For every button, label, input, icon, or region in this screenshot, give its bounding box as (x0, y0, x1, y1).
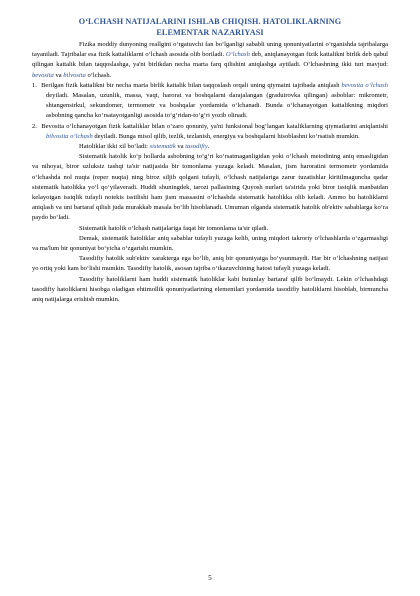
text-run: o‘lchash. (85, 71, 112, 79)
term-olchash: O‘lchash (225, 51, 250, 59)
text-run: Berilgan fizik kattalikni bir necha marta birlik kattalik bilan taqqoslash orqali uning qiymatni tajribada aniqlash (41, 81, 342, 89)
paragraph-random: Tasodifiy hatolik sub'ektiv xarakterga ega bo‘lib, aniq bir qonuniyatga bo‘ysunmaydi. Har bir o‘lchashning natijasi yo ortiq yoki kam bo‘lishi mumkin. Tasodifiy hatolik, asosan tajriba o‘tkazuvchining hatosi tufayli yuzaga keladi. (32, 255, 388, 273)
paragraph-systematic-summary: Demak, sistematik hatoliklar aniq sabablar tufayli yuzaga kelib, uning miqdori takroriy o‘lchashlarda o‘zgarmasligi va ma'lum bir qonuniyat bo‘yicha o‘zgarishi mumkin. (32, 234, 388, 253)
text-run: va (53, 71, 64, 79)
term-sistematik: sistematik (149, 143, 176, 151)
document-body (32, 40, 388, 305)
list-number: 2. (32, 122, 37, 130)
page-title (32, 16, 388, 38)
text-run: . (207, 143, 210, 151)
term-bilvosita: bilvosita (63, 71, 86, 79)
text-run: va (175, 143, 186, 151)
text-run: Hatoliklar ikki xil bo‘ladi: (79, 143, 150, 151)
paragraph-random-handling: Tasodifiy hatoliklarni ham huddi sistematik hatoliklar kabi butunlay bartaraf qilib bo‘lmaydi. Lekin o‘lchashdagi tasodifiy hatoliklarni hisobga oladigan ehtimollik qonuniyatlarining elementlari yordamida tasodifiy hatoliklarni hisoblab, birmuncha aniq natijalarga erishish mumkin. (32, 275, 388, 304)
text-run: deb, aniqlanayotgan fizik kattalikni birlik deb qabul qilingan kattalik bilan taqqoslashga, ya'ni birlikdan necha marta farq qilishini aniqlashga aytiladi. O‘lchashning ikki turi mavjud: (32, 51, 388, 69)
text-run: Bevosita o‘lchanayotgan fizik kattaliklar bilan o‘zaro qonuniy, ya'ni funksional bog‘langan kataliklarning qiymatlarini aniqlanishi (41, 122, 388, 130)
paragraph-systematic-effect: Sistematik hatolik o‘lchash natijalariga faqat bir tomonlama ta'sir qiladi. (79, 224, 269, 232)
page-number: 5 (208, 575, 212, 582)
term-bevosita: bevosita (32, 71, 54, 79)
text-run: deyiladi. Bunga misol qilib, tezlik, tezlanish, energiya va boshqalarni hisoblashni ko‘rsatish mumkin. (92, 132, 360, 140)
list-number: 1. (32, 81, 37, 89)
paragraph-systematic: Sistematik hatolik ko‘p hollarda asbobning to‘g‘ri ko‘rsatmaganligidan yoki o‘lchash metodining aniq emasligidan va nihoyat, biror uzluksiz tashqi ta'sir natijasida bir tomonlama yuzaga keladi. Masalan, jism haroratini termometr yordamida o‘lchashda nol nuqta (reper nuqta) ning biroz siljib qolgani tufayli, o‘lchash natijalariga zarur tuzatishlar kiritilmaguncha qadar sistematik hatolikka yo‘l qo‘yilaveradi. Huddi shuningdek, tarozi pallasining Quyosh nurlari ta'sirida yoki biror issiqlik manbaidan kelayotgan issiqlik tufayli notekis isstilishi ham jism massasini o‘lchashda sistematik hatolikka olib keladi. Ammo bu hatoliklarni aniqlash va uni bartaraf qilish juda murakkab masala bo‘lib hisoblanadi. Umuman olganda sistematik hatolik ob'ektiv sabablarga ko‘ra paydo bo‘ladi. (32, 153, 388, 222)
title-line-2: ELEMENTAR NAZARIYASI (156, 28, 264, 37)
term-bilvosita-olchash: bilvosita o‘lchash (46, 132, 93, 140)
list-item-1 (32, 81, 388, 122)
term-bevosita-olchash: bevosita o‘lchash (341, 81, 388, 89)
term-tasodifiy: tasodifiy (185, 143, 208, 151)
list-item-2 (32, 122, 388, 142)
title-line-1: O‘LCHASH NATIJALARINI ISHLAB CHIQISH. HATOLIKLARNING (78, 17, 342, 26)
text-run: deyiladi. Masalan, uzunlik, massa, vaqt, harorat va boshqalarni darajalangan (graduirovka qilingan) asboblar: mikrometr, shtangensirkul, sekundomer, termometr va boshqalar yordamida o‘lchanadi. Bunda o‘lchanayotgan kattalikning miqdori asbobning qancha ko‘rsatayotganligi asosida to‘g‘ridan-to‘g‘ri yozib olinadi. (46, 92, 388, 120)
text-run: Fizika moddiy dunyoning reallgini o‘rgatuvchi fan bo‘lganligi sababli uning qonuniyatlarini o‘rganishda tajribalarga tayaniladi. Tajribalar esa fizik kattaliklarni o‘lchash asosida olib boriladi. (32, 41, 388, 59)
paragraph-intro (32, 40, 388, 81)
paragraph-error-types (32, 142, 388, 152)
